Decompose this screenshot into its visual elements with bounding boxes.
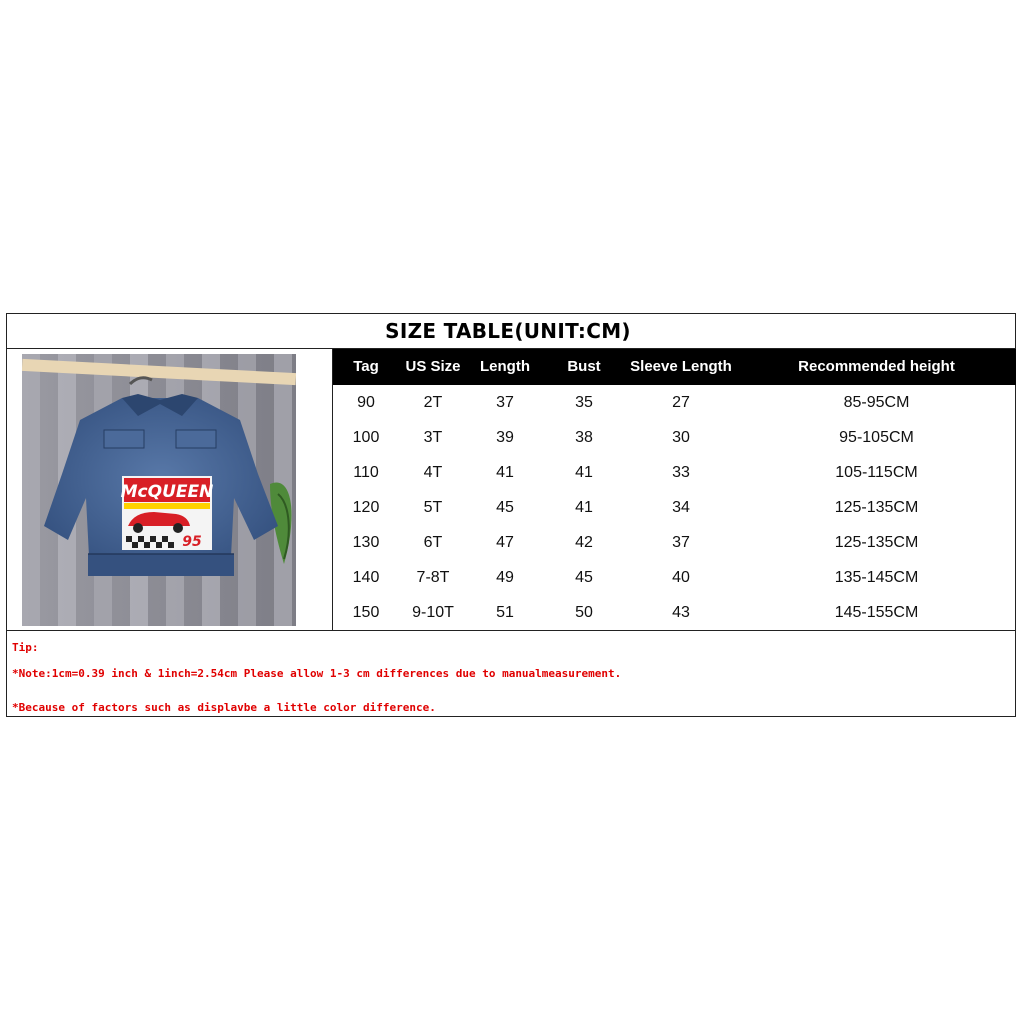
cell-bust: 42 bbox=[575, 534, 593, 551]
table-header bbox=[333, 349, 1016, 385]
cell-recommended-height: 135-145CM bbox=[834, 569, 919, 586]
header-recommended-height: Recommended height bbox=[798, 358, 955, 375]
cell-length: 47 bbox=[496, 534, 514, 551]
cell-tag: 130 bbox=[352, 534, 380, 551]
photo-cell bbox=[7, 349, 333, 630]
product-photo bbox=[22, 354, 296, 626]
cell-us-size: 4T bbox=[423, 464, 443, 481]
cell-us-size: 6T bbox=[423, 534, 443, 551]
patch-name-text: McQUEEN bbox=[120, 482, 214, 502]
table-row bbox=[333, 385, 1016, 420]
cell-recommended-height: 125-135CM bbox=[834, 534, 919, 551]
cell-length: 49 bbox=[496, 569, 514, 586]
cell-length: 51 bbox=[496, 604, 514, 621]
cell-us-size: 3T bbox=[423, 429, 443, 446]
header-bust: Bust bbox=[567, 358, 601, 375]
header-us-size: US Size bbox=[405, 358, 461, 375]
tips-section bbox=[7, 630, 1015, 718]
table-row bbox=[333, 455, 1016, 490]
cell-sleeve-length: 37 bbox=[672, 534, 690, 551]
patch-number-text: 95 bbox=[182, 534, 202, 550]
cell-bust: 41 bbox=[575, 464, 593, 481]
cell-tag: 90 bbox=[357, 394, 375, 411]
cell-recommended-height: 145-155CM bbox=[834, 604, 919, 621]
cell-sleeve-length: 34 bbox=[672, 499, 690, 516]
cell-us-size: 7-8T bbox=[416, 569, 450, 586]
cell-sleeve-length: 40 bbox=[672, 569, 690, 586]
tip-note-color: *Because of factors such as displavbe a little color difference. bbox=[12, 701, 436, 714]
cell-sleeve-length: 33 bbox=[672, 464, 690, 481]
cell-us-size: 2T bbox=[423, 394, 443, 411]
header-tag: Tag bbox=[353, 358, 379, 375]
cell-length: 39 bbox=[496, 429, 514, 446]
tip-label: Tip: bbox=[12, 641, 39, 654]
denim-jacket-image bbox=[22, 354, 296, 626]
header-sleeve-length: Sleeve Length bbox=[630, 358, 732, 375]
table-row bbox=[333, 595, 1016, 630]
cell-tag: 140 bbox=[352, 569, 380, 586]
cell-us-size: 9-10T bbox=[412, 604, 454, 621]
cell-recommended-height: 105-115CM bbox=[835, 464, 918, 481]
cell-tag: 120 bbox=[352, 499, 380, 516]
title-row bbox=[7, 314, 1015, 349]
cell-bust: 41 bbox=[575, 499, 593, 516]
cell-us-size: 5T bbox=[423, 499, 443, 516]
cell-sleeve-length: 30 bbox=[672, 429, 690, 446]
cell-length: 41 bbox=[496, 464, 514, 481]
cell-length: 45 bbox=[496, 499, 514, 516]
cell-recommended-height: 85-95CM bbox=[843, 394, 910, 411]
table-body bbox=[333, 385, 1016, 630]
cell-bust: 50 bbox=[575, 604, 593, 621]
cell-tag: 100 bbox=[352, 429, 380, 446]
cell-tag: 110 bbox=[353, 464, 379, 481]
cell-bust: 45 bbox=[575, 569, 593, 586]
tip-note-conversion: *Note:1cm=0.39 inch & 1inch=2.54cm Please allow 1-3 cm differences due to manualmeasurement. bbox=[12, 667, 622, 680]
size-table-title: SIZE TABLE(UNIT:CM) bbox=[385, 319, 631, 343]
size-table bbox=[333, 349, 1016, 630]
cell-bust: 35 bbox=[575, 394, 593, 411]
cell-recommended-height: 95-105CM bbox=[839, 429, 914, 446]
table-row bbox=[333, 420, 1016, 455]
cell-recommended-height: 125-135CM bbox=[834, 499, 919, 516]
cell-length: 37 bbox=[496, 394, 514, 411]
table-row bbox=[333, 560, 1016, 595]
cell-bust: 38 bbox=[575, 429, 593, 446]
size-table-frame bbox=[6, 313, 1016, 717]
cell-sleeve-length: 27 bbox=[672, 394, 690, 411]
table-row bbox=[333, 490, 1016, 525]
cell-sleeve-length: 43 bbox=[672, 604, 690, 621]
header-length: Length bbox=[480, 358, 530, 375]
table-row bbox=[333, 525, 1016, 560]
cell-tag: 150 bbox=[352, 604, 380, 621]
